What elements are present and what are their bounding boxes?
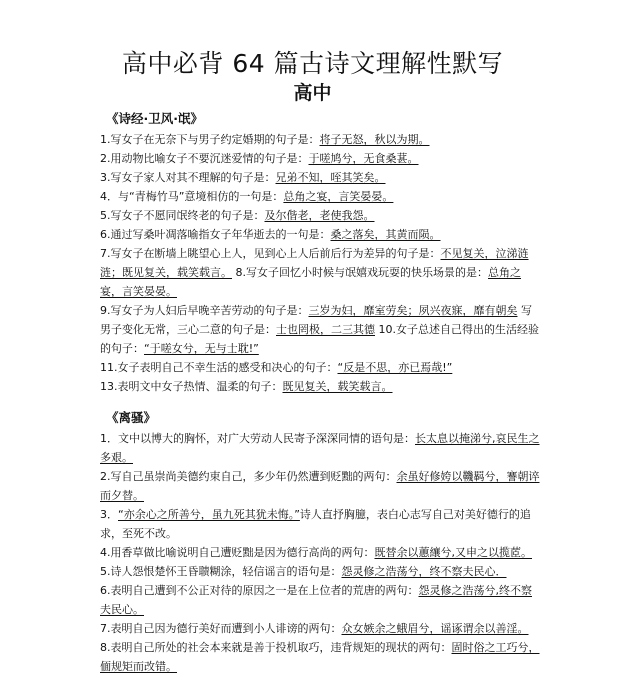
answer-text: 众女嫉余之蛾眉兮，谣诼谓余以善淫。 (341, 622, 529, 635)
prompt-text: 1.写女子在无奈下与男子约定婚期的句子是： (100, 133, 320, 146)
section-lisao (0, 409, 625, 676)
question-item (100, 619, 540, 638)
prompt-text: 6.表明自己遭到不公正对待的原因之一是在上位者的荒唐的两句： (100, 584, 419, 597)
prompt-text: 11.女子表明自己不幸生活的感受和决心的句子： (100, 361, 338, 374)
question-item (100, 206, 540, 225)
question-list (100, 130, 540, 396)
answer-text: 怨灵修之浩荡兮，终不察夫民心． (341, 565, 507, 578)
section-shijing-meng (0, 110, 625, 396)
answer-text: 怨灵修之浩荡兮,终不察夫民心。 (100, 584, 532, 616)
answer-text: “亦余心之所善兮，虽九死其犹未悔。” (118, 508, 300, 521)
prompt-text: 4．与“青梅竹马”意境相仿的一句是： (100, 190, 284, 203)
section-heading: 《诗经·卫风·氓》 (106, 111, 203, 126)
prompt-text: 2.用动物比喻女子不要沉迷爱情的句子是： (100, 152, 309, 165)
answer-text: 不见复关，泣涕涟涟；既见复关，载笑载言。 (100, 247, 529, 279)
question-item (100, 543, 540, 562)
prompt-text: 7.写女子在断墙上眺望心上人，见到心上人后前后行为差异的句子是： (100, 247, 441, 260)
prompt-text: 4.用香草做比喻说明自己遭贬黜是因为德行高尚的两句： (100, 546, 375, 559)
prompt-text: 9.写女子为人妇后早晚辛苦劳动的句子是： (100, 304, 309, 317)
prompt-text: 诗人直抒胸臆，表白心志写自己对美好德行的追求，至死不改。 (100, 508, 531, 540)
question-item (100, 225, 540, 244)
prompt-text: 1．文中以博大的胸怀，对广大劳动人民寄予深深同情的语句是： (100, 432, 415, 445)
answer-text: 兄弟不知，咥其笑矣。 (275, 171, 386, 184)
question-item (100, 168, 540, 187)
prompt-text: 7.表明自己因为德行美好而遭到小人诽谤的两句： (100, 622, 342, 635)
answer-text: 余虽好修姱以鞿羁兮，謇朝谇而夕替。 (100, 470, 540, 502)
prompt-text: 8.写女子回忆小时候与氓嬉戏玩耍的快乐场景的是： (232, 266, 488, 279)
question-item (100, 301, 540, 358)
answer-text: 总角之宴，言笑晏晏。 (100, 266, 521, 298)
section-heading: 《离骚》 (106, 410, 157, 425)
prompt-text: 写男子变化无常，三心二意的句子是： (100, 304, 532, 336)
question-list (100, 429, 540, 676)
question-item (100, 358, 540, 377)
answer-text: 将子无怒，秋以为期。 (319, 133, 430, 146)
question-item (100, 130, 540, 149)
prompt-text: 3． (100, 508, 118, 521)
prompt-text: 10.女子总述自己得出的生活经验的句子： (100, 323, 539, 355)
prompt-text: 2.写自己虽崇尚美德约束自己，多少年仍然遭到贬黜的两句： (100, 470, 397, 483)
question-item (100, 467, 540, 505)
answer-text: 及尔偕老，老使我怨。 (264, 209, 375, 222)
answer-text: 士也罔极，二三其德 (276, 323, 375, 336)
question-item (100, 505, 540, 543)
page-title: 高中必背 64 篇古诗文理解性默写 (121, 49, 504, 78)
question-item (100, 244, 540, 301)
answer-text: 于嗟鸠兮，无食桑葚。 (308, 152, 419, 165)
answer-text: 既替余以蕙纕兮,又申之以揽茝。 (374, 546, 532, 559)
answer-text: 固时俗之工巧兮，偭规矩而改错。 (100, 641, 540, 673)
question-item (100, 581, 540, 619)
prompt-text: 3.写女子家人对其不理解的句子是： (100, 171, 276, 184)
prompt-text: 13.表明文中女子热情、温柔的句子： (100, 380, 283, 393)
question-item (100, 429, 540, 467)
answer-text: “于嗟女兮，无与士耽!” (144, 342, 259, 355)
answer-text: “反是不思，亦已焉哉!” (337, 361, 453, 374)
answer-text: 总角之宴，言笑晏晏。 (283, 190, 394, 203)
answer-text: 三岁为妇，靡室劳矣；夙兴夜寐，靡有朝矣 (308, 304, 518, 317)
answer-text: 长太息以掩涕兮,哀民生之多艰。 (100, 432, 540, 464)
prompt-text: 5.写女子不愿同氓终老的句子是： (100, 209, 265, 222)
page-subtitle: 高中 (293, 82, 332, 104)
prompt-text: 6.通过写桑叶凋落喻指女子年华逝去的一句是： (100, 228, 331, 241)
answer-text: 既见复关，载笑载言。 (282, 380, 393, 393)
question-item (100, 638, 540, 676)
question-item (100, 187, 540, 206)
answer-text: 桑之落矣，其黄而陨。 (330, 228, 441, 241)
prompt-text: 5.诗人怨恨楚怀王昏聩糊涂，轻信谣言的语句是： (100, 565, 342, 578)
question-item (100, 149, 540, 168)
prompt-text: 8.表明自己所处的社会本来就是善于投机取巧，违背规矩的现状的两句： (100, 641, 452, 654)
question-item (100, 377, 540, 396)
question-item (100, 562, 540, 581)
